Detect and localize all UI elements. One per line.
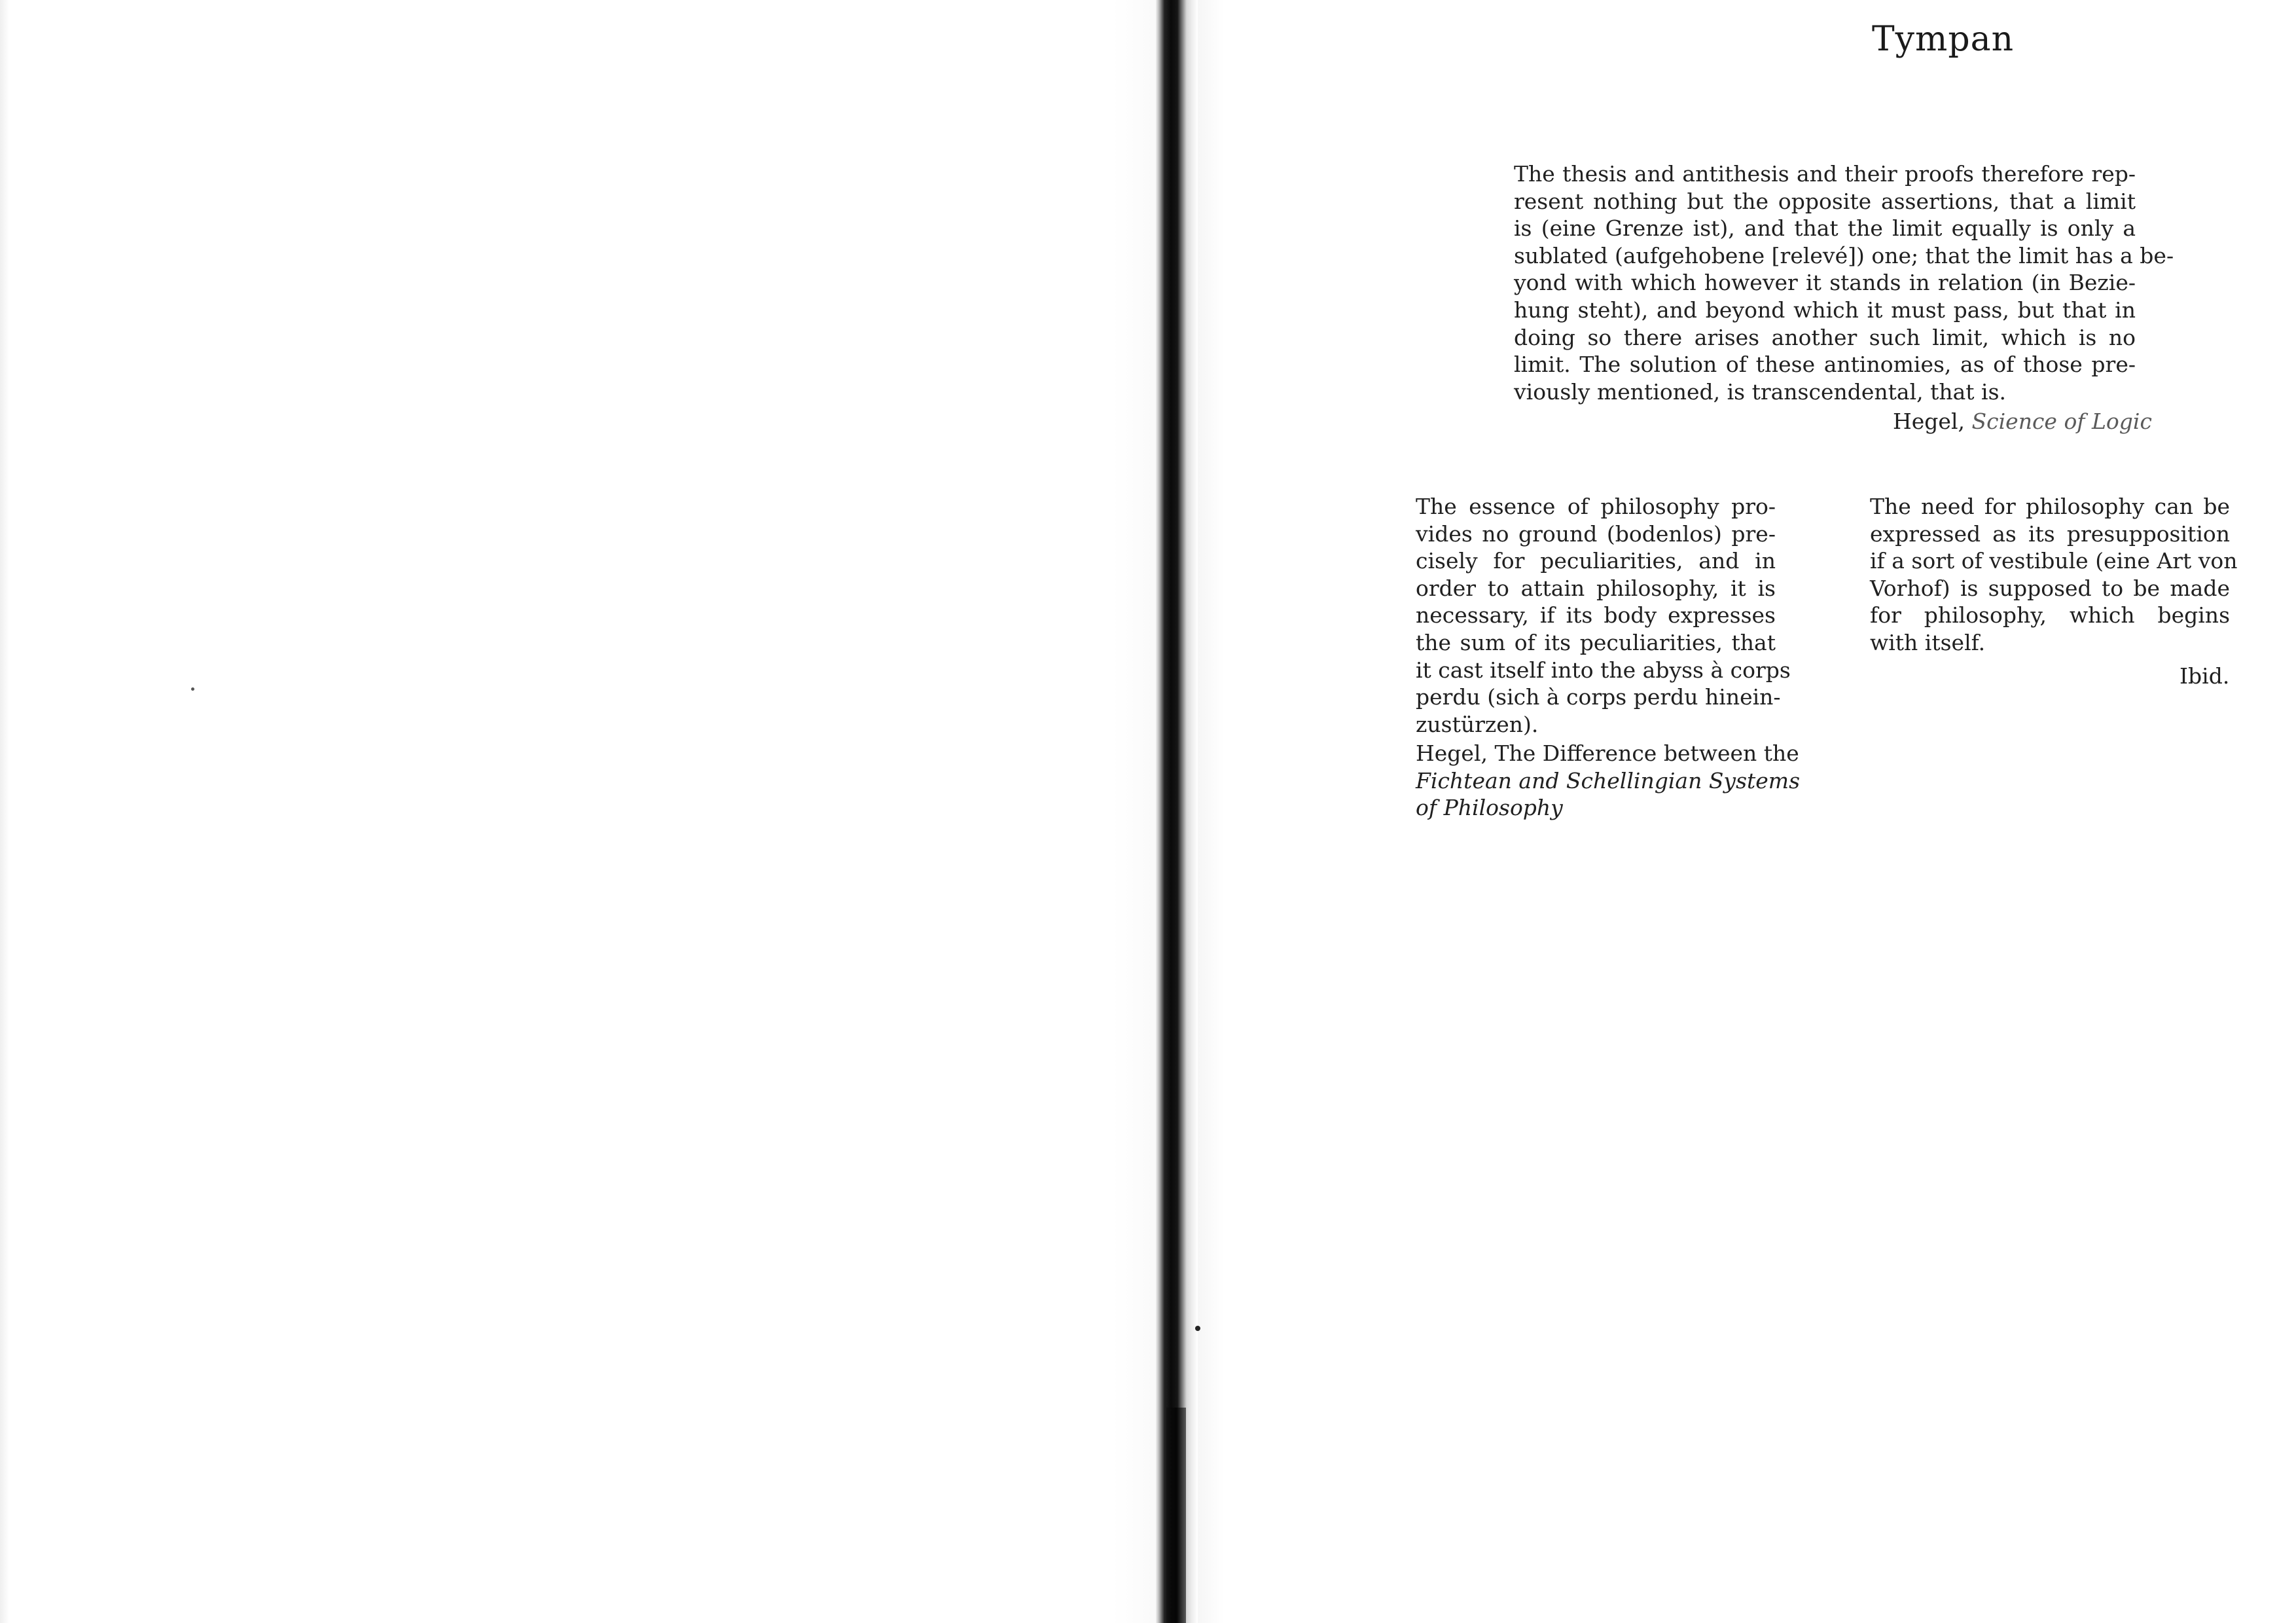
text-line: with itself. — [1870, 629, 1986, 655]
text-line: viously mentioned, is transcendental, that is. — [1514, 378, 2007, 405]
epigraph-need-for-philosophy — [1870, 493, 2238, 657]
text-line: yond with which however it stands in relation (in Bezie- — [1514, 270, 2136, 296]
attribution-line: Fichtean and Schellingian Systems — [1416, 767, 1801, 793]
text-line: the sum of its peculiarities, that — [1416, 629, 1776, 655]
text-line: limit. The solution of these antinomies, as of those pre- — [1514, 352, 2136, 378]
text-line: necessary, if its body expresses — [1416, 602, 1776, 629]
epigraph-difference — [1416, 493, 1791, 738]
attribution-line: Hegel, The Difference between the — [1416, 740, 1799, 766]
attribution-ibid: Ibid. — [2179, 663, 2230, 689]
text-line: zustürzen). — [1416, 711, 1539, 737]
text-line: it cast itself into the abyss à corps — [1416, 657, 1791, 683]
text-line: Vorhof) is supposed to be made — [1870, 575, 2230, 601]
running-head: Tympan — [1872, 20, 2015, 59]
text-line: doing so there arises another such limit, which is no — [1514, 324, 2136, 350]
text-line: perdu (sich à corps perdu hinein- — [1416, 684, 1781, 710]
text-line: if a sort of vestibule (eine Art von — [1870, 548, 2238, 574]
book-gutter — [1155, 0, 1198, 1623]
attribution-author: Hegel, — [1893, 409, 1965, 434]
epigraph-science-of-logic — [1514, 160, 2174, 405]
text-line: cisely for peculiarities, and in — [1416, 548, 1776, 574]
gutter-shadow — [1166, 1408, 1186, 1623]
text-line: is (eine Grenze ist), and that the limit equally is only a — [1514, 215, 2136, 242]
attribution-science-of-logic — [1893, 409, 2152, 434]
text-line: sublated (aufgehobene [relevé]) one; that the limit has a be- — [1514, 242, 2174, 268]
text-line: for philosophy, which begins — [1870, 602, 2230, 629]
text-line: The essence of philosophy pro- — [1416, 494, 1776, 519]
text-line: The thesis and antithesis and their proofs therefore rep- — [1514, 161, 2136, 187]
text-line: vides no ground (bodenlos) pre- — [1416, 520, 1776, 547]
scan-speck — [191, 687, 194, 691]
text-line: hung steht), and beyond which it must pass, but that in — [1514, 297, 2136, 323]
attribution-difference — [1416, 740, 1801, 822]
scan-speck — [1195, 1326, 1200, 1331]
attribution-title: Science of Logic — [1971, 409, 2152, 434]
text-line: order to attain philosophy, it is — [1416, 575, 1776, 601]
text-line: resent nothing but the opposite assertions, that a limit — [1514, 188, 2136, 214]
text-line: expressed as its presupposition — [1870, 520, 2230, 547]
attribution-line: of Philosophy — [1416, 795, 1563, 821]
text-line: The need for philosophy can be — [1870, 494, 2230, 519]
